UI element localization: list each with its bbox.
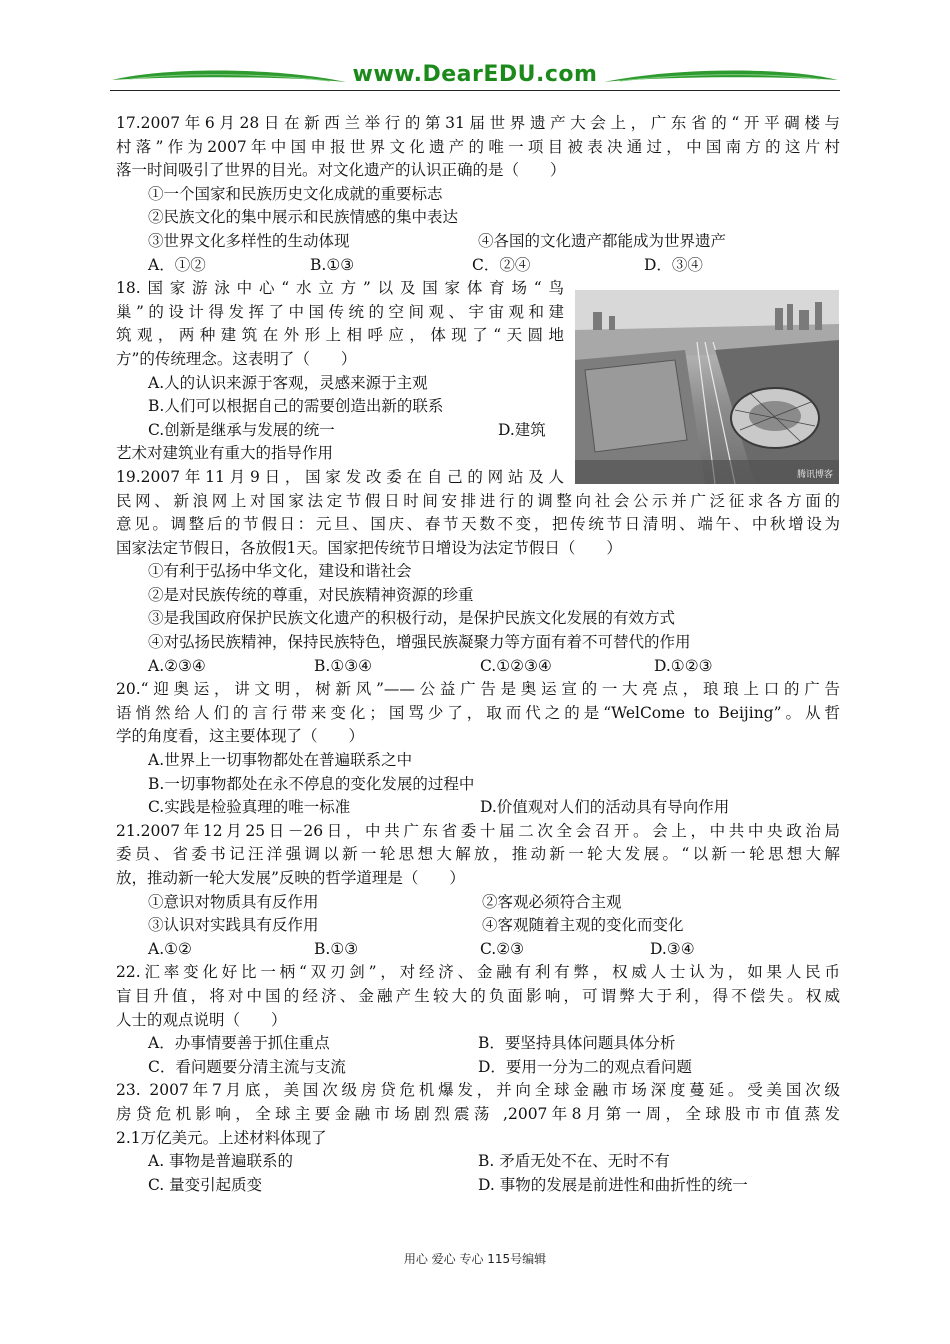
q19-options: [116, 655, 840, 679]
q19-line-1: 19.2007年11月9日，国家发改委在自己的网站及人: [116, 467, 564, 486]
q20-line-2: 语悄然给人们的言行带来变化；国骂少了，取而代之的是“WelCome to Beijing”。从哲: [116, 703, 840, 722]
q17-statement-2: ②民族文化的集中展示和民族情感的集中表达: [148, 208, 459, 227]
q23-option-c: C. 量变引起质变: [148, 1175, 263, 1194]
document-body: [116, 112, 840, 1197]
q17-line-2: 村落”作为2007年中国申报世界文化遗产的唯一项目被表决通过，中国南方的这片村: [116, 137, 840, 156]
q21-line-1: 21.2007年12月25日－26日，中共广东省委十届二次全会召开。会上，中共中央政治局: [116, 821, 840, 840]
q20-options-c-d: [116, 796, 840, 820]
q18-line-1: 18.国家游泳中心“水立方”以及国家体育场“鸟: [116, 279, 564, 298]
q23-option-a: A. 事物是普遍联系的: [148, 1152, 294, 1171]
q18-option-c: C.创新是继承与发展的统一: [148, 420, 335, 439]
q20-option-a: A.世界上一切事物都处在普遍联系之中: [148, 751, 413, 770]
q18-option-a: A.人的认识来源于客观，灵感来源于主观: [148, 373, 428, 392]
q23-options-c-d: [116, 1174, 840, 1198]
photo-watermark: 腾讯博客: [796, 470, 833, 480]
q22-option-b: B．要坚持具体问题具体分析: [478, 1034, 676, 1053]
q23-line-2: 房贷危机影响，全球主要金融市场剧烈震荡 ,2007年8月第一周，全球股市市值蒸发: [116, 1104, 840, 1123]
q19-option-b: B.①③④: [314, 656, 373, 675]
q19-statement-4: ④对弘扬民族精神，保持民族特色，增强民族凝聚力等方面有着不可替代的作用: [148, 633, 691, 652]
q22-options-c-d: [116, 1056, 840, 1080]
q17-line-3: 落一时间吸引了世界的目光。对文化遗产的认识正确的是（ ）: [116, 161, 566, 180]
q19-line-2: 民网、新浪网上对国家法定节假日时间安排进行的调整向社会公示并广泛征求各方面的: [116, 491, 840, 510]
stadium-aerial-illustration: [575, 290, 839, 484]
q19-statement-2: ②是对民族传统的尊重，对民族精神资源的珍重: [148, 585, 474, 604]
q19-option-a: A.②③④: [148, 656, 206, 675]
q21-statement-2: ②客观必须符合主观: [482, 892, 622, 911]
q19-line-4: 国家法定节假日，各放假1天。国家把传统节日增设为法定节假日（ ）: [116, 538, 622, 557]
q17-statements-3-4: [116, 230, 840, 254]
q21-option-b: B.①③: [314, 939, 359, 958]
q22-options-a-b: [116, 1032, 840, 1056]
q18-line-2: 巢”的设计得发挥了中国传统的空间观、宇宙观和建: [116, 302, 564, 321]
q20-line-1: 20.“迎奥运，讲文明，树新风”——公益广告是奥运宣的一大亮点，琅琅上口的广告: [116, 680, 840, 699]
q20-option-c: C.实践是检验真理的唯一标准: [148, 798, 351, 817]
q18-line-3: 筑观，两种建筑在外形上相呼应，体现了“天圆地: [116, 326, 564, 345]
q17-option-b: B.①③: [310, 255, 355, 274]
q17-statement-1: ①一个国家和民族历史文化成就的重要标志: [148, 184, 443, 203]
q21-statements-1-2: [116, 891, 840, 915]
q21-line-2: 委员、省委书记汪洋强调以新一轮思想大解放，推动新一轮大发展。“以新一轮思想大解: [116, 845, 840, 864]
q17-option-d: D．③④: [644, 255, 703, 274]
q21-option-a: A.①②: [148, 939, 192, 958]
q17-line-1: 17.2007年6月28日在新西兰举行的第31届世界遗产大会上，广东省的“开平碉楼与: [116, 114, 840, 132]
q17-statement-3: ③世界文化多样性的生动体现: [148, 231, 350, 250]
q17-option-a: A．①②: [148, 255, 206, 274]
q18-option-b: B.人们可以根据自己的需要创造出新的联系: [148, 397, 444, 416]
q17-statement-4: ④各国的文化遗产都能成为世界遗产: [478, 231, 727, 250]
q19-line-3: 意见。调整后的节假日：元旦、国庆、春节天数不变，把传统节日清明、端午、中秋增设为: [116, 515, 840, 534]
page-footer: 用心 爱心 专心 115号编辑: [403, 1252, 547, 1266]
q22-option-d: D．要用一分为二的观点看问题: [478, 1057, 692, 1076]
q21-statement-1: ①意识对物质具有反作用: [148, 892, 319, 911]
q19-statement-1: ①有利于弘扬中华文化，建设和谐社会: [148, 562, 412, 581]
stadium-aerial-photo: [575, 290, 839, 484]
q21-line-3: 放，推动新一轮大发展”反映的哲学道理是（ ）: [116, 869, 465, 887]
q20-line-3: 学的角度看，这主要体现了（ ）: [116, 727, 365, 746]
page-header: [110, 60, 840, 100]
q20-option-d: D.价值观对人们的活动具有导向作用: [480, 798, 730, 817]
q22-line-1: 22.汇率变化好比一柄“双刃剑”，对经济、金融有利有弊，权威人士认为，如果人民币: [116, 963, 840, 982]
site-logo[interactable]: www.DearEDU.com: [352, 62, 598, 87]
q18-option-d-start: D.建筑: [498, 420, 546, 439]
q19-option-d: D.①②③: [654, 656, 713, 675]
q21-statements-3-4: [116, 914, 840, 938]
q21-options: [116, 938, 840, 962]
q19-option-c: C.①②③④: [480, 656, 552, 675]
q21-option-c: C.②③: [480, 939, 525, 958]
q18-line-4: 方”的传统理念。这表明了（ ）: [116, 349, 357, 368]
q22-line-3: 人士的观点说明（ ）: [116, 1010, 287, 1029]
q21-statement-3: ③认识对实践具有反作用: [148, 916, 319, 935]
q21-statement-4: ④客观随着主观的变化而变化: [482, 916, 684, 935]
header-rule: [110, 90, 840, 91]
q23-option-d: D. 事物的发展是前进性和曲折性的统一: [478, 1175, 748, 1194]
q20-option-b: B.一切事物都处在永不停息的变化发展的过程中: [148, 774, 475, 793]
q23-option-b: B. 矛盾无处不在、无时不有: [478, 1152, 670, 1171]
q23-line-3: 2.1万亿美元。上述材料体现了: [116, 1128, 327, 1147]
q17-options: [116, 254, 840, 278]
q22-line-2: 盲目升值，将对中国的经济、金融产生较大的负面影响，可谓弊大于利，得不偿失。权威: [116, 986, 840, 1005]
q22-option-c: C．看问题要分清主流与支流: [148, 1057, 346, 1076]
q17-option-c: C．②④: [472, 255, 531, 274]
q22-option-a: A．办事情要善于抓住重点: [148, 1034, 330, 1053]
q18-options-c-d: [116, 419, 596, 443]
q19-statement-3: ③是我国政府保护民族文化遗产的积极行动，是保护民族文化发展的有效方式: [148, 609, 676, 628]
q21-option-d: D.③④: [650, 939, 695, 958]
q23-line-1: 23. 2007年7月底，美国次级房贷危机爆发，并向全球金融市场深度蔓延。受美国次级: [116, 1081, 840, 1100]
q18-option-d-end: 艺术对建筑业有重大的指导作用: [116, 444, 334, 463]
q23-options-a-b: [116, 1150, 840, 1174]
